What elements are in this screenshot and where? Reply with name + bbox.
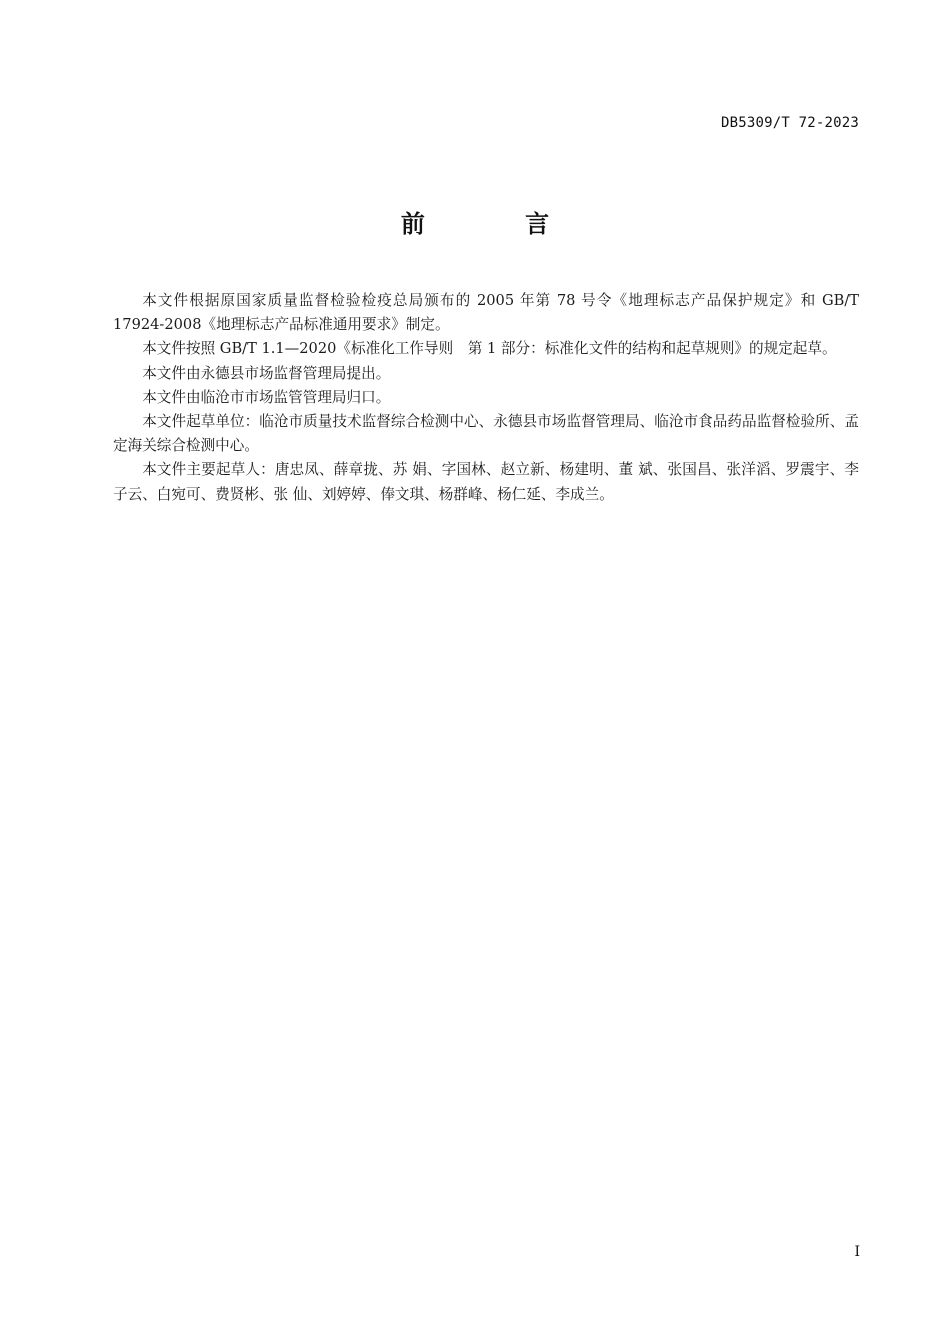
paragraph-drafting-units: 本文件起草单位：临沧市质量技术监督综合检测中心、永德县市场监督管理局、临沧市食品药品监督检验所、孟定海关综合检测中心。 (113, 413, 859, 455)
paragraph-drafting-rules: 本文件按照 GB/T 1.1—2020《标准化工作导则 第 1 部分：标准化文件的结构和起草规则》的规定起草。 (142, 340, 837, 358)
paragraph-drafters: 本文件主要起草人：唐忠凤、薛章拢、苏 娟、字国林、赵立新、杨建明、董 斌、张国昌、张洋滔、罗震宇、李子云、白宛可、费贤彬、张 仙、刘婷婷、俸文琪、杨群峰、杨仁延、李成兰。 (113, 461, 859, 503)
foreword-body (113, 289, 859, 507)
page-title: 前 言 (400, 210, 596, 238)
paragraph-centralized-by: 本文件由临沧市市场监管管理局归口。 (142, 388, 391, 406)
paragraph-proposed-by: 本文件由永德县市场监督管理局提出。 (142, 364, 391, 382)
paragraph-basis: 本文件根据原国家质量监督检验检疫总局颁布的 2005 年第 78 号令《地理标志产品保护规定》和 GB/T 17924-2008《地理标志产品标准通用要求》制定。 (113, 292, 859, 334)
document-code: DB5309/T 72-2023 (720, 115, 859, 131)
page-number: I (854, 1244, 860, 1260)
